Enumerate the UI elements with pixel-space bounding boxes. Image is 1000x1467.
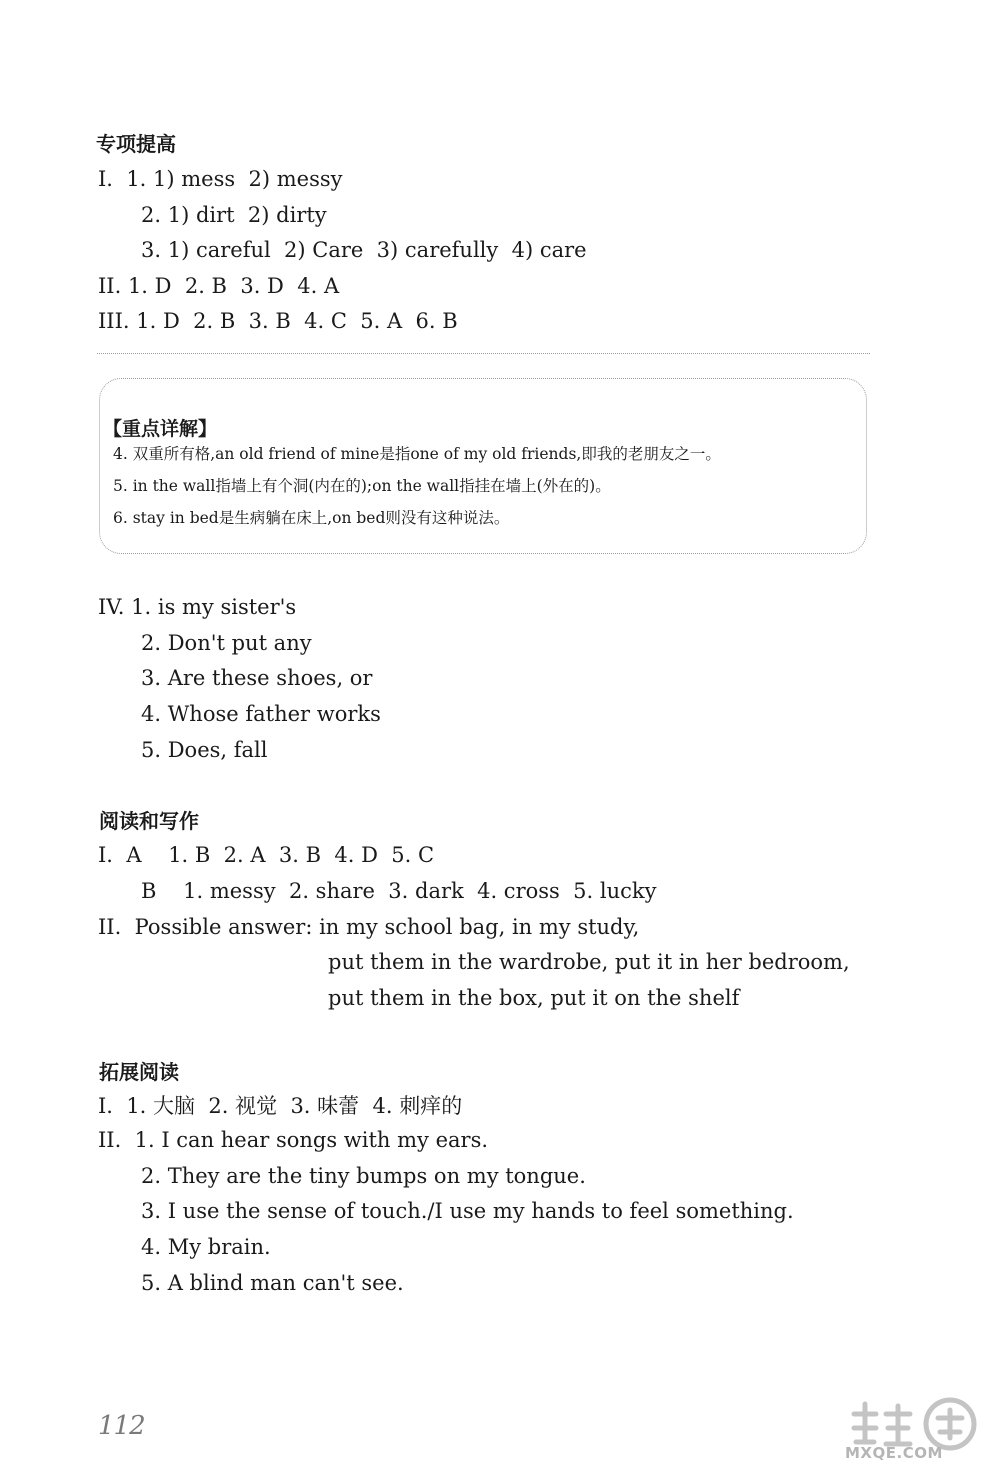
answer-line: IV. 1. is my sister's bbox=[98, 595, 297, 619]
section-heading: 拓展阅读 bbox=[99, 1060, 179, 1084]
answer-line: II. Possible answer: in my school bag, in my study, bbox=[98, 915, 640, 939]
answer-line: put them in the box, put it on the shelf bbox=[328, 986, 740, 1010]
answer-line: 3. Are these shoes, or bbox=[141, 666, 373, 690]
watermark-site: MXQE.COM bbox=[845, 1444, 943, 1462]
note-item: 4. 双重所有格,an old friend of mine是指one of my old friends,即我的老朋友之一。 bbox=[113, 445, 721, 463]
answer-line: B 1. messy 2. share 3. dark 4. cross 5. lucky bbox=[141, 879, 657, 903]
answer-line: I. 1. 1) mess 2) messy bbox=[98, 167, 343, 191]
answer-line: 2. 1) dirt 2) dirty bbox=[141, 203, 327, 227]
answer-line: 2. They are the tiny bumps on my tongue. bbox=[141, 1164, 586, 1188]
answer-line: III. 1. D 2. B 3. B 4. C 5. A 6. B bbox=[98, 309, 458, 333]
answer-line: 4. Whose father works bbox=[141, 702, 381, 726]
section-heading: 阅读和写作 bbox=[99, 809, 199, 833]
answer-line: I. 1. 大脑 2. 视觉 3. 味蕾 4. 刺痒的 bbox=[98, 1094, 463, 1118]
dotted-divider bbox=[97, 353, 870, 354]
answer-line: I. A 1. B 2. A 3. B 4. D 5. C bbox=[98, 843, 435, 867]
answer-line: 5. A blind man can't see. bbox=[141, 1271, 404, 1295]
answer-line: II. 1. I can hear songs with my ears. bbox=[98, 1128, 489, 1152]
answer-line: 3. 1) careful 2) Care 3) carefully 4) care bbox=[141, 238, 587, 262]
answer-line: II. 1. D 2. B 3. D 4. A bbox=[98, 274, 340, 298]
answer-line: 4. My brain. bbox=[141, 1235, 271, 1259]
answer-line: 2. Don't put any bbox=[141, 631, 312, 655]
section-heading: 专项提高 bbox=[96, 132, 176, 156]
page-number: 112 bbox=[98, 1411, 145, 1441]
note-box-title: 【重点详解】 bbox=[103, 418, 218, 440]
note-item: 5. in the wall指墙上有个洞(内在的);on the wall指挂在墙上(外在的)。 bbox=[113, 477, 611, 495]
note-item: 6. stay in bed是生病躺在床上,on bed则没有这种说法。 bbox=[113, 509, 510, 527]
answer-line: 5. Does, fall bbox=[141, 738, 268, 762]
answer-line: 3. I use the sense of touch./I use my hands to feel something. bbox=[141, 1199, 794, 1223]
answer-line: put them in the wardrobe, put it in her bedroom, bbox=[328, 950, 850, 974]
